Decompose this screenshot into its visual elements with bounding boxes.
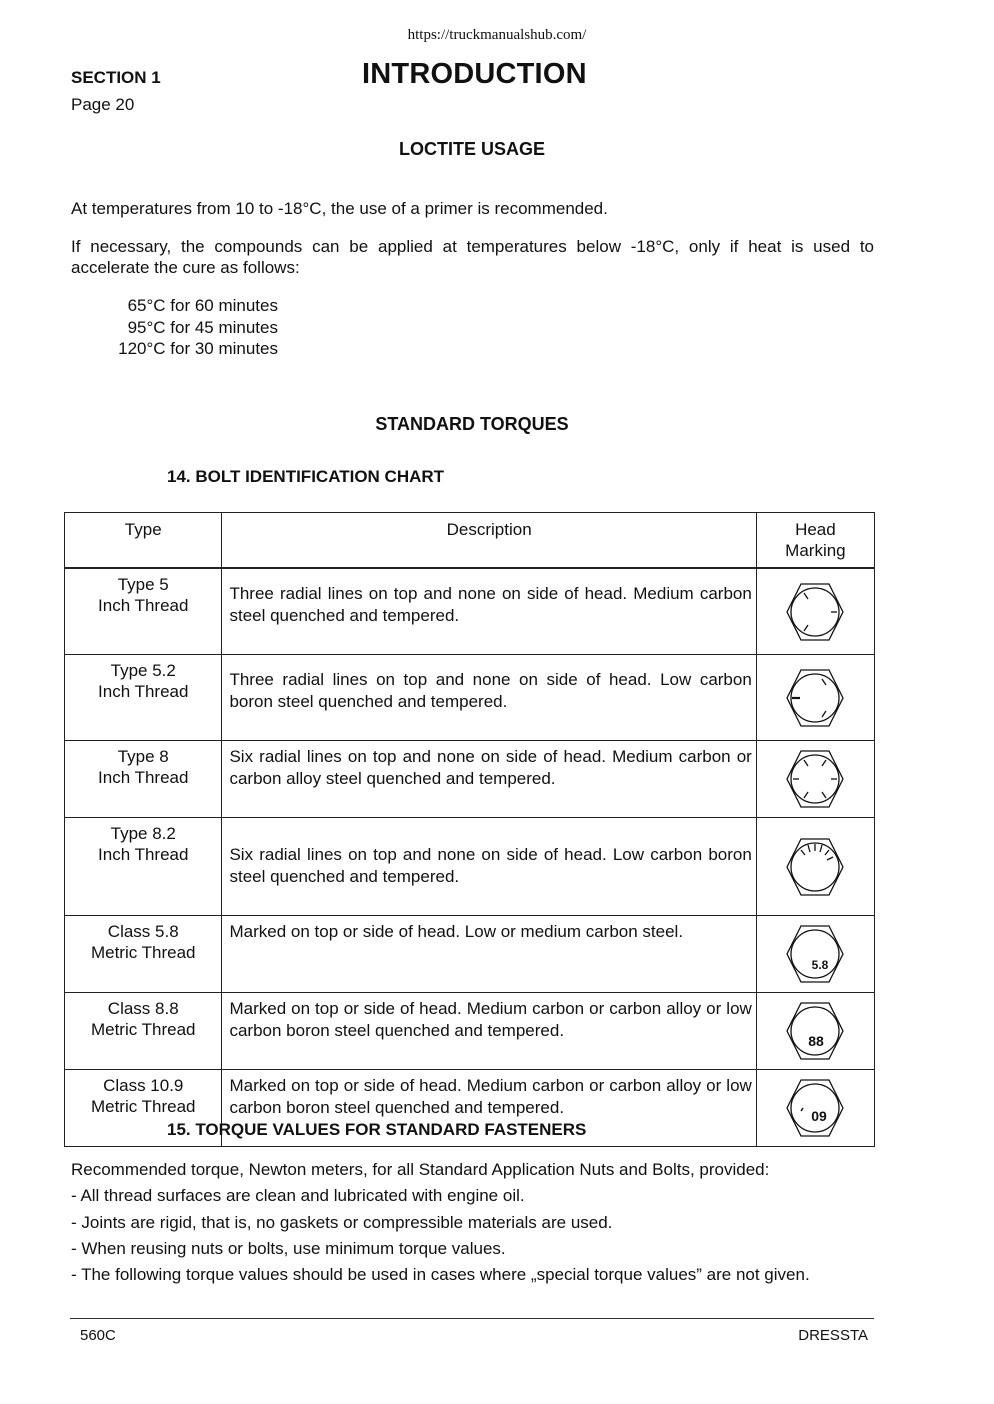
class-8-8-head-marking-icon: [784, 1000, 846, 1062]
description-cell: Three radial lines on top and none on side of head. Medium carbon steel quenched and tempered.: [222, 568, 756, 655]
cure-temperature-item: 65°C for 60 minutes: [127, 296, 278, 315]
type-8-head-marking-icon: [784, 748, 846, 810]
loctite-heading: LOCTITE USAGE: [398, 139, 545, 159]
list-item: - Joints are rigid, that is, no gaskets or compressible materials are used.: [71, 1212, 613, 1232]
page-title: INTRODUCTION: [362, 58, 587, 90]
head-marking-cell: [756, 568, 874, 655]
list-item: Recommended torque, Newton meters, for all Standard Application Nuts and Bolts, provided:: [71, 1160, 770, 1179]
type-cell: Class 10.9 Metric Thread: [65, 1070, 222, 1147]
head-marking-cell: [756, 1070, 874, 1147]
description-cell: Six radial lines on top and none on side of head. Low carbon boron steel quenched and tempered.: [222, 818, 756, 916]
type-5-head-marking-icon: [784, 581, 846, 643]
head-marking-column-header: Head Marking: [756, 513, 874, 569]
description-cell: Three radial lines on top and none on side of head. Low carbon boron steel quenched and tempered.: [222, 655, 756, 741]
bolt-chart-heading: 14. BOLT IDENTIFICATION CHART: [167, 467, 445, 486]
class-5-8-head-marking-icon: [784, 923, 846, 985]
class-10-9-head-marking-icon: [784, 1077, 846, 1139]
table-header-row: [65, 513, 875, 569]
type-5-2-head-marking-icon: [784, 667, 846, 729]
section-label: SECTION 1: [71, 68, 161, 87]
list-item: - The following torque values should be used in cases where „special torque values” are not given.: [71, 1265, 810, 1285]
description-cell: Six radial lines on top and none on side of head. Medium carbon or carbon alloy steel quenched and tempered.: [222, 741, 756, 818]
head-marking-cell: [756, 741, 874, 818]
loctite-paragraph-2: If necessary, the compounds can be applied at temperatures below -18°C, only if heat is used to accelerate the cure as follows:: [71, 237, 874, 277]
list-item: - When reusing nuts or bolts, use minimum torque values.: [71, 1238, 506, 1258]
list-item: - All thread surfaces are clean and lubricated with engine oil.: [71, 1186, 525, 1206]
cure-temperature-item: 95°C for 45 minutes: [127, 317, 278, 337]
type-cell: Type 8 Inch Thread: [65, 741, 222, 818]
type-8-2-head-marking-icon: [784, 836, 846, 898]
torque-conditions-list: [71, 1157, 810, 1288]
head-marking-text: 09: [811, 1108, 828, 1124]
footer-model: 560C: [80, 1327, 116, 1344]
table-row: [65, 916, 875, 993]
description-cell: Marked on top or side of head. Low or medium carbon steel.: [222, 916, 756, 993]
description-cell: Marked on top or side of head. Medium carbon or carbon alloy or low carbon boron steel quenched and tempered.: [222, 1070, 756, 1147]
type-column-header: Type: [65, 513, 222, 569]
type-cell: Type 5 Inch Thread: [65, 568, 222, 655]
table-row: [65, 993, 875, 1070]
page-number: Page 20: [71, 95, 135, 114]
loctite-paragraph-1: At temperatures from 10 to -18°C, the use of a primer is recommended.: [71, 199, 608, 218]
source-url[interactable]: https://truckmanualshub.com/: [407, 27, 587, 43]
head-marking-cell: [756, 818, 874, 916]
standard-torques-heading: STANDARD TORQUES: [375, 414, 569, 434]
description-cell: Marked on top or side of head. Medium carbon or carbon alloy or low carbon boron steel quenched and tempered.: [222, 993, 756, 1070]
footer-brand: DRESSTA: [798, 1327, 868, 1344]
head-marking-cell: [756, 993, 874, 1070]
table-row: [65, 568, 875, 655]
head-marking-cell: [756, 655, 874, 741]
torque-values-heading: 15. TORQUE VALUES FOR STANDARD FASTENERS: [167, 1120, 587, 1139]
table-row: [65, 818, 875, 916]
type-cell: Type 8.2 Inch Thread: [65, 818, 222, 916]
type-cell: Class 5.8 Metric Thread: [65, 916, 222, 993]
footer-divider: [70, 1318, 874, 1319]
head-marking-text: 5.8: [812, 958, 829, 972]
bolt-identification-table: [64, 512, 875, 1147]
cure-temperature-list: [100, 295, 278, 360]
type-cell: Class 8.8 Metric Thread: [65, 993, 222, 1070]
type-cell: Type 5.2 Inch Thread: [65, 655, 222, 741]
table-row: [65, 741, 875, 818]
table-row: [65, 655, 875, 741]
head-marking-cell: [756, 916, 874, 993]
cure-temperature-item: 120°C for 30 minutes: [118, 339, 278, 358]
head-marking-text: 88: [808, 1033, 825, 1049]
description-column-header: Description: [222, 513, 756, 569]
